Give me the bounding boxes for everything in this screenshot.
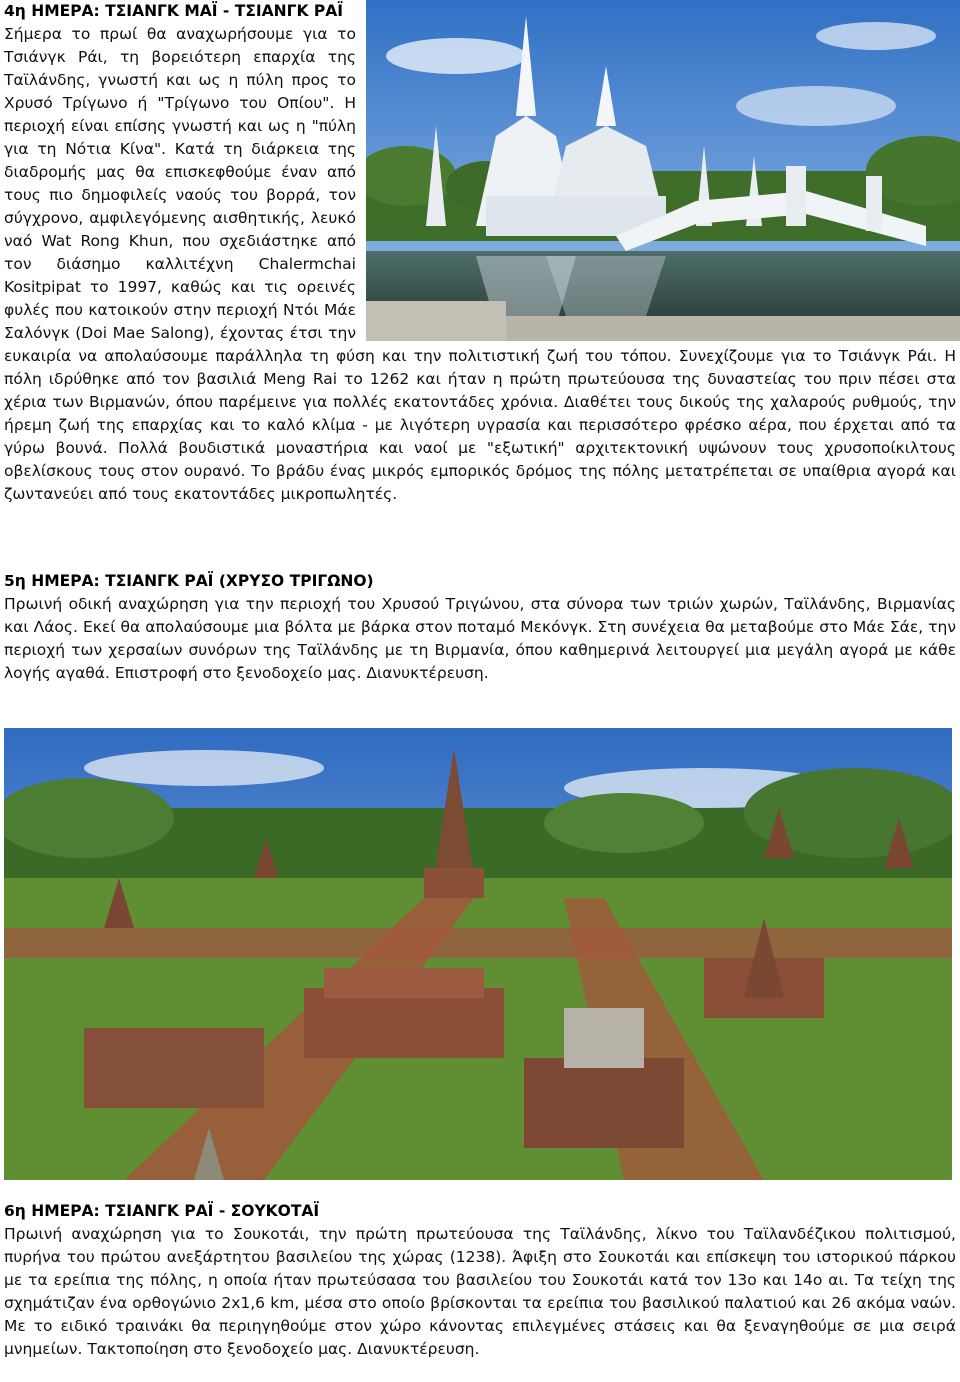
day4-heading: 4η ΗΜΕΡΑ: ΤΣΙΑΝΓΚ ΜΑΪ - ΤΣΙΑΝΓΚ ΡΑΪ [4, 2, 344, 20]
day4-section [4, 0, 956, 506]
day4-paragraph: Σήμερα το πρωί θα αναχωρήσουμε για το Τσιάνγκ Ράι, τη βορειότερη επαρχία της Ταϊλάνδης, γνωστή και ως η πύλη προς το Χρυσό Τρίγωνο ή "Τρίγωνο του Οπίου". Η περιοχή είναι επίσης γνωστή και ως η "πύλη για τη Νότια Κίνα". Κατά τη διάρκεια της διαδρομής μας θα επισκεφθούμε έναν από τους πιο δημοφιλείς ναούς του βορρά, τον σύγχρονο, αμφιλεγόμενης αισθητικής, λευκό ναό Wat Rong Khun, που σχεδιάστηκε από τον διάσημο καλλιτέχνη Chalermchai Kositpipat το 1997, καθώς και τις ορεινές φυλές που κατοικούν στην περιοχή Ντόι Μάε Σαλόνγκ (Doi Mae Salong), έχοντας έτσι την ευκαιρία να απολαύσουμε παράλληλα τη φύση και την πολιτιστική ζωή του τόπου. Συνεχίζουμε για το Τσιάνγκ Ράι. Η πόλη ιδρύθηκε από τον βασιλιά Meng Rai το 1262 και ήταν η πρώτη πρωτεύουσα της δυναστείας του πριν πέσει στα χέρια των Βιρμανών, όπου παρέμεινε για πολλές εκατοντάδες χρόνια. Διαθέτει τους δικούς της χαλαρούς ρυθμούς, την ήρεμη ζωή της επαρχίας και το καλό κλίμα - με λιγότερη υγρασία και περισσότερο φρέσκο αέρα, που έρχεται από τα γύρω βουνά. Πολλά βουδιστικά μοναστήρια και ναοί με "εξωτική" αρχιτεκτονική υψώνουν τους χρυσοποίκιλτους οβελίσκους τους στον ουρανό. Το βράδυ ένας μικρός εμπορικός δρόμος της πόλης μετατρέπεται σε υπαίθρια αγορά και ζωντανεύει από τους εκατοντάδες μικροπωλητές. [4, 25, 956, 503]
day5-heading: 5η ΗΜΕΡΑ: ΤΣΙΑΝΓΚ ΡΑΪ (ΧΡΥΣΟ ΤΡΙΓΩΝΟ) [4, 572, 374, 590]
sukhothai-ruins-photo [4, 728, 952, 1180]
day5-paragraph: Πρωινή οδική αναχώρηση για την περιοχή του Χρυσού Τριγώνου, στα σύνορα των τριών χωρών, Ταϊλάνδης, Βιρμανίας και Λάος. Εκεί θα απολαύσουμε μια βόλτα με βάρκα στον ποταμό Μεκόνγκ. Στη συνέχεια θα μεταβούμε στο Μάε Σάε, την περιοχή των χερσαίων συνόρων της Ταϊλάνδης με τη Βιρμανία, όπου καθημερινά λειτουργεί μια μεγάλη αγορά με κάθε λογής αγαθά. Επιστροφή στο ξενοδοχείο μας. Διανυκτέρευση. [4, 595, 956, 682]
day6-paragraph: Πρωινή αναχώρηση για το Σουκοτάι, την πρώτη πρωτεύουσα της Ταϊλάνδης, λίκνο του Ταϊλανδέζικου πολιτισμού, πυρήνα του πρώτου ανεξάρτητου βασιλείου της χώρας (1238). Άφιξη στο Σουκοτάι και επίσκεψη του ιστορικού πάρκου με τα ερείπια της πόλης, η οποία ήταν πρωτεύσασα του βασιλείου του Σουκοτάι κατά τον 13ο και 14ο αι. Τα τείχη της σχημάτιζαν ένα ορθογώνιο 2x1,6 km, μέσα στο οποίο βρίσκονται τα ερείπια του βασιλικού παλατιού και 26 ακόμα ναών. Με το ειδικό τραινάκι θα περιηγηθούμε στον χώρο κάνοντας επιλεγμένες στάσεις και θα ξεναγηθούμε σε μια σειρά μνημείων. Τακτοποίηση στο ξενοδοχείο μας. Διανυκτέρευση. [4, 1225, 956, 1358]
day6-section [4, 1200, 956, 1361]
day6-heading: 6η ΗΜΕΡΑ: ΤΣΙΑΝΓΚ ΡΑΪ - ΣΟΥΚΟΤΑΪ [4, 1202, 320, 1220]
day5-section [4, 570, 956, 685]
white-temple-photo [366, 0, 960, 341]
